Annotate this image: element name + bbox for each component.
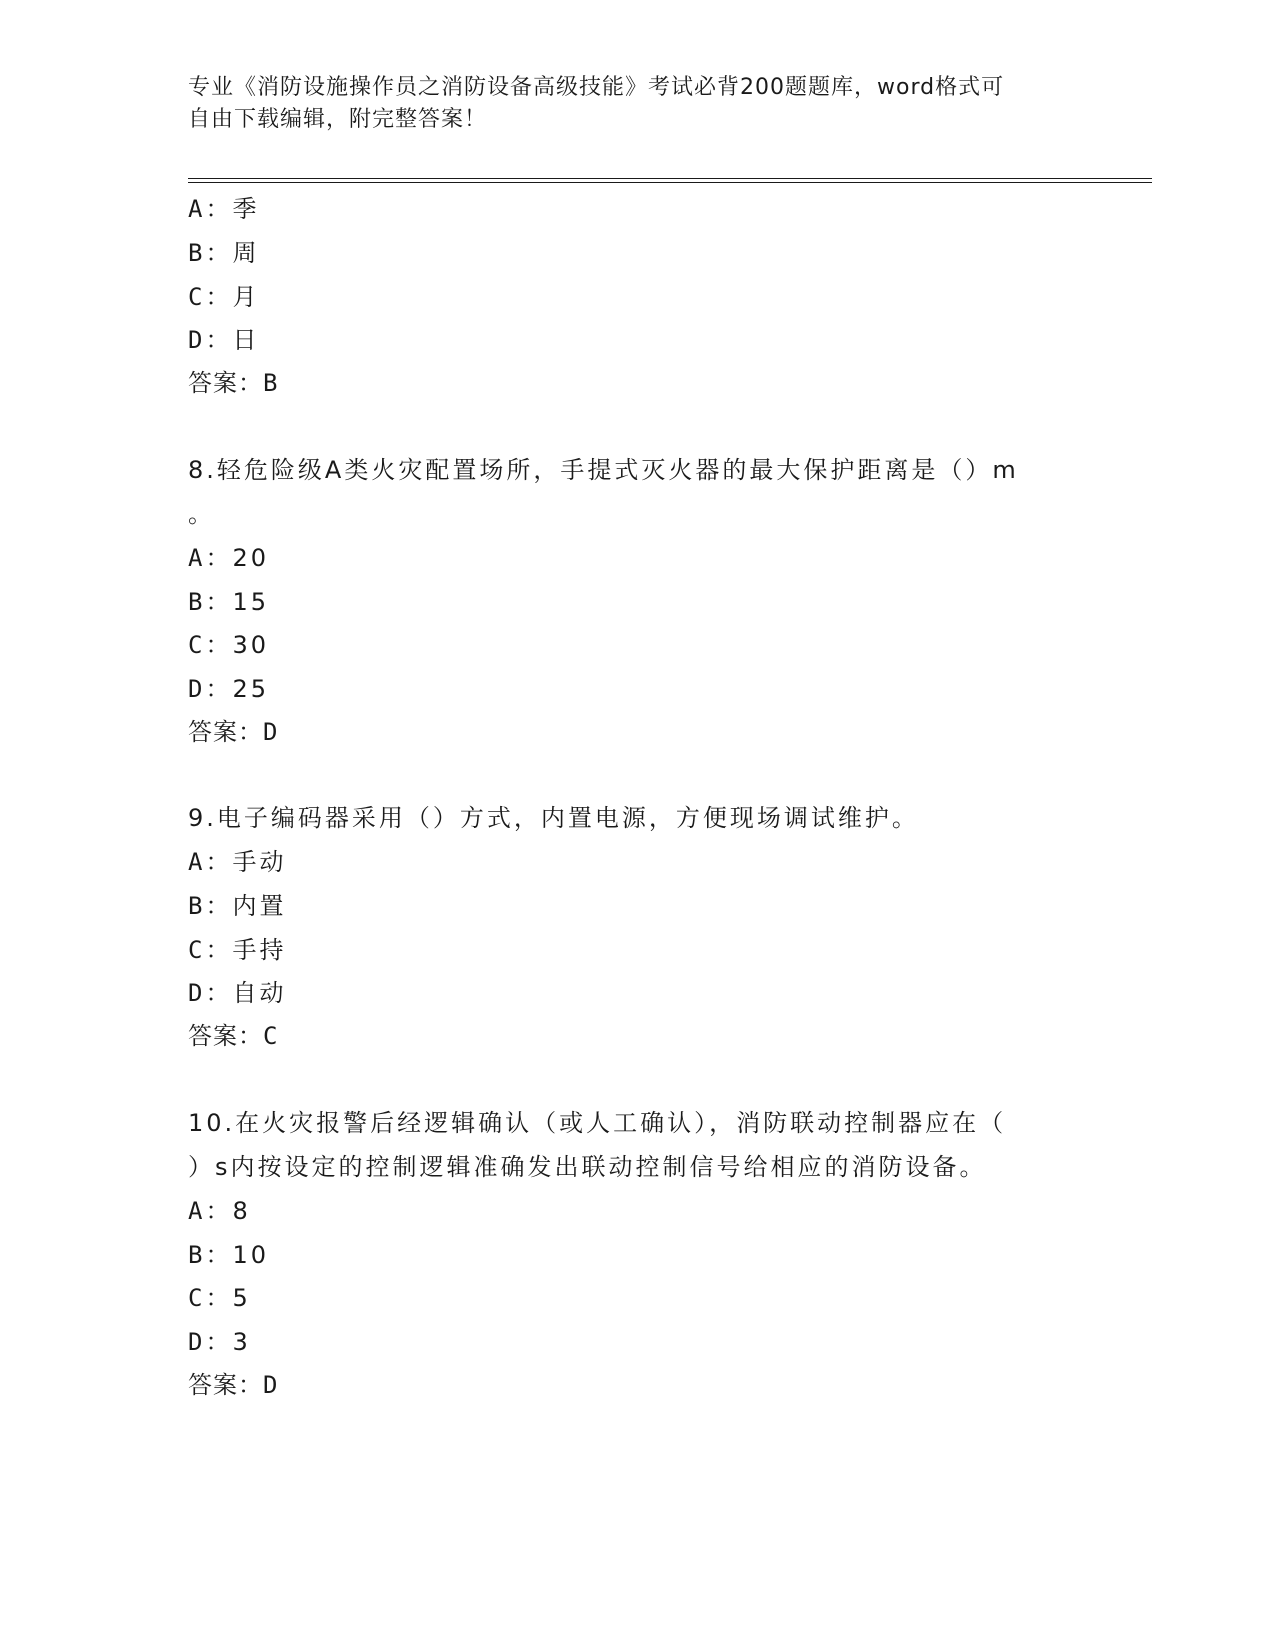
q7-option-c: C：月 (188, 283, 260, 311)
q8-question-line-2: 。 (188, 500, 215, 528)
q9-option-c: C：手持 (188, 936, 287, 964)
q10-option-c: C：5 (188, 1284, 251, 1312)
header-line-2: 自由下载编辑，附完整答案！ (188, 107, 488, 132)
q8-question-line-1: 8.轻危险级A类火灾配置场所，手提式灭火器的最大保护距离是（）m (188, 456, 1019, 484)
q7-option-a: A：季 (188, 195, 260, 223)
q7-answer: 答案：B (188, 369, 279, 397)
q8-option-c: C：30 (188, 631, 269, 659)
q8-option-a: A：20 (188, 544, 269, 572)
q8-answer: 答案：D (188, 718, 279, 746)
header-divider-top (188, 178, 1152, 179)
header-divider-bottom (188, 182, 1152, 183)
q10-answer: 答案：D (188, 1371, 279, 1399)
q10-option-a: A：8 (188, 1197, 251, 1225)
q10-option-b: B：10 (188, 1241, 269, 1269)
document-header (188, 72, 1088, 136)
q10-question-line-2: ）s内按设定的控制逻辑准确发出联动控制信号给相应的消防设备。 (188, 1153, 987, 1181)
q10-question-line-1: 10.在火灾报警后经逻辑确认（或人工确认），消防联动控制器应在（ (188, 1109, 1007, 1137)
q8-option-d: D：25 (188, 675, 269, 703)
q7-option-b: B：周 (188, 239, 260, 267)
q9-question-line-1: 9.电子编码器采用（）方式，内置电源，方便现场调试维护。 (188, 804, 919, 832)
q9-option-d: D：自动 (188, 979, 287, 1007)
q9-option-a: A：手动 (188, 848, 287, 876)
q9-option-b: B：内置 (188, 892, 287, 920)
q10-option-d: D：3 (188, 1328, 251, 1356)
q8-option-b: B：15 (188, 588, 269, 616)
q7-option-d: D：日 (188, 326, 260, 354)
q9-answer: 答案：C (188, 1022, 279, 1050)
header-line-1: 专业《消防设施操作员之消防设备高级技能》考试必背200题题库，word格式可 (188, 75, 1005, 100)
